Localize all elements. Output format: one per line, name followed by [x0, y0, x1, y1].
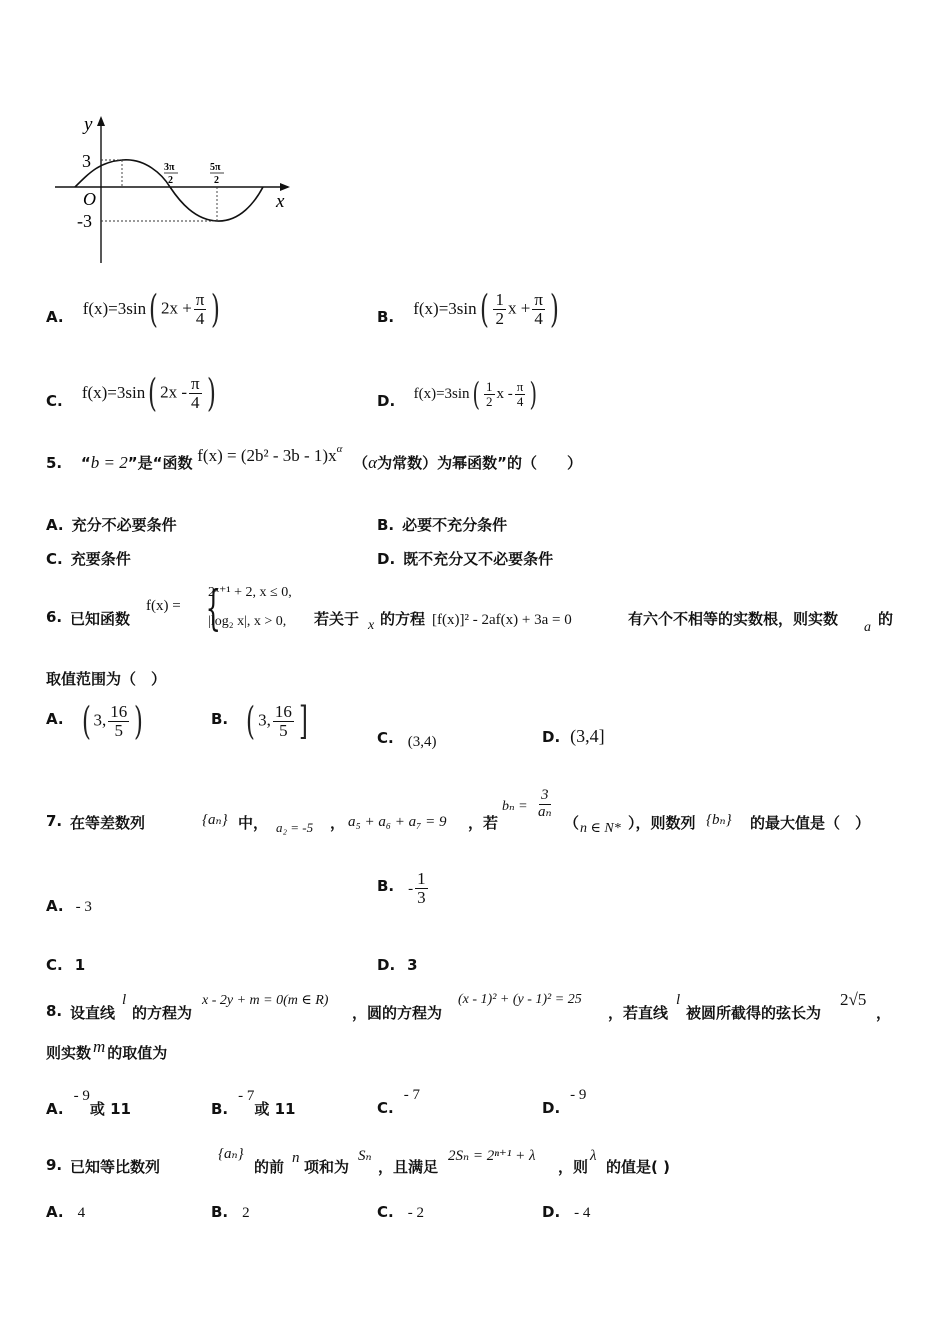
tick2-den: 2: [214, 175, 219, 186]
q8-option-c[interactable]: C.- 7: [377, 1087, 420, 1117]
tick1-den: 2: [168, 175, 173, 186]
y-min-label: -3: [77, 211, 92, 231]
q4-option-a[interactable]: A. f(x)=3sin( 2x + $\frac{\pi}{4}$ ): [46, 287, 221, 331]
q6-option-d[interactable]: D. (3,4]: [542, 726, 605, 746]
option-letter: B.: [377, 307, 395, 326]
y-axis-arrow: [97, 116, 105, 126]
q8-option-b[interactable]: B.- 7或 11: [211, 1088, 296, 1118]
q8-option-d[interactable]: D.- 9: [542, 1087, 587, 1117]
q7-option-a[interactable]: A. - 3: [46, 897, 92, 915]
q5-stem: 5. “b = 2”是“函数 $f(x) = (2b^2 - 3b - 1)x^\alpha$ （α为常数）为幂函数”的（ ）: [46, 443, 582, 472]
option-lhs: f(x)=3sin: [82, 298, 147, 318]
q5-option-d[interactable]: D. 既不充分又不必要条件: [377, 550, 554, 568]
x-axis-arrow: [280, 183, 290, 191]
sine-graph: [50, 110, 300, 270]
q6-option-b[interactable]: B. ( 3, $\frac{16}{5}$ ]: [211, 699, 308, 743]
tick2-num: 5π: [210, 162, 221, 173]
q6-option-a[interactable]: A. ( 3, $\frac{16}{5}$ ): [46, 699, 144, 743]
q9-option-d[interactable]: D. - 4: [542, 1203, 591, 1221]
q8-option-a[interactable]: A.- 9或 11: [46, 1088, 131, 1118]
q4-option-d[interactable]: D. f(x)=3sin( $\frac{1}{2}$ x - $\frac{\pi}{4}$ ): [377, 375, 538, 413]
q5-option-a[interactable]: A. 充分不必要条件: [46, 516, 177, 534]
q8-stem: 8. 设直线 l 的方程为 x - 2y + m = 0(m ∈ R) ，圆的方程为 (x - 1)² + (y - 1)² = 25 ，若直线 l 被圆所截得的弦长为 2√5 ，: [46, 990, 892, 1022]
x-axis-label: x: [276, 191, 285, 212]
q4-option-c[interactable]: C. f(x)=3sin( 2x - $\frac{\pi}{4}$ ): [46, 371, 216, 415]
q8-stem-cont: 则实数 m 的取值为: [46, 1037, 168, 1062]
q9-option-c[interactable]: C. - 2: [377, 1203, 424, 1221]
y-max-label: 3: [82, 151, 91, 171]
q7-option-c[interactable]: C. 1: [46, 956, 86, 974]
q6-stem-cont: 取值范围为（ ）: [46, 670, 167, 688]
y-axis-label: y: [84, 114, 93, 135]
q7-option-b[interactable]: B. - $\frac{1}{3}$: [377, 869, 426, 907]
q5-option-c[interactable]: C. 充要条件: [46, 550, 131, 568]
q9-option-b[interactable]: B. 2: [211, 1203, 250, 1221]
origin-label: O: [83, 189, 96, 209]
q7-stem: 7. 在等差数列 {aₙ} 中， a₂ = -5 ， a₅ + a₆ + a₇ = 9 ，若 bₙ = $\frac{3}{\text{aₙ}}$ （ n ∈ N* ），则数列 {bₙ} 的最大值是（ ）: [46, 787, 871, 836]
q6-stem: 6. 已知函数 f(x) = { 2ˣ⁺¹ + 2, x ≤ 0, |log₂ x|, x > 0, 若关于 x 的方程 [f(x)]² - 2af(x) + 3a = 0 有六个不相等的实数根，则实数 a 的: [46, 580, 894, 636]
q9-option-a[interactable]: A. 4: [46, 1203, 86, 1221]
tick1-num: 3π: [164, 162, 175, 173]
q9-stem: 9. 已知等比数列 {aₙ} 的前 n 项和为 Sₙ ，且满足 2Sₙ = 2ⁿ⁺¹ + λ ，则 λ 的值是( ): [46, 1146, 670, 1176]
q7-option-d[interactable]: D. 3: [377, 956, 418, 974]
q5-option-b[interactable]: B. 必要不充分条件: [377, 516, 508, 534]
option-letter: A.: [46, 307, 64, 326]
q4-option-b[interactable]: B. f(x)=3sin( $\frac{1}{2}$ x + $\frac{\pi}{4}$ ): [377, 287, 559, 331]
q6-option-c[interactable]: C. (3,4): [377, 729, 437, 750]
